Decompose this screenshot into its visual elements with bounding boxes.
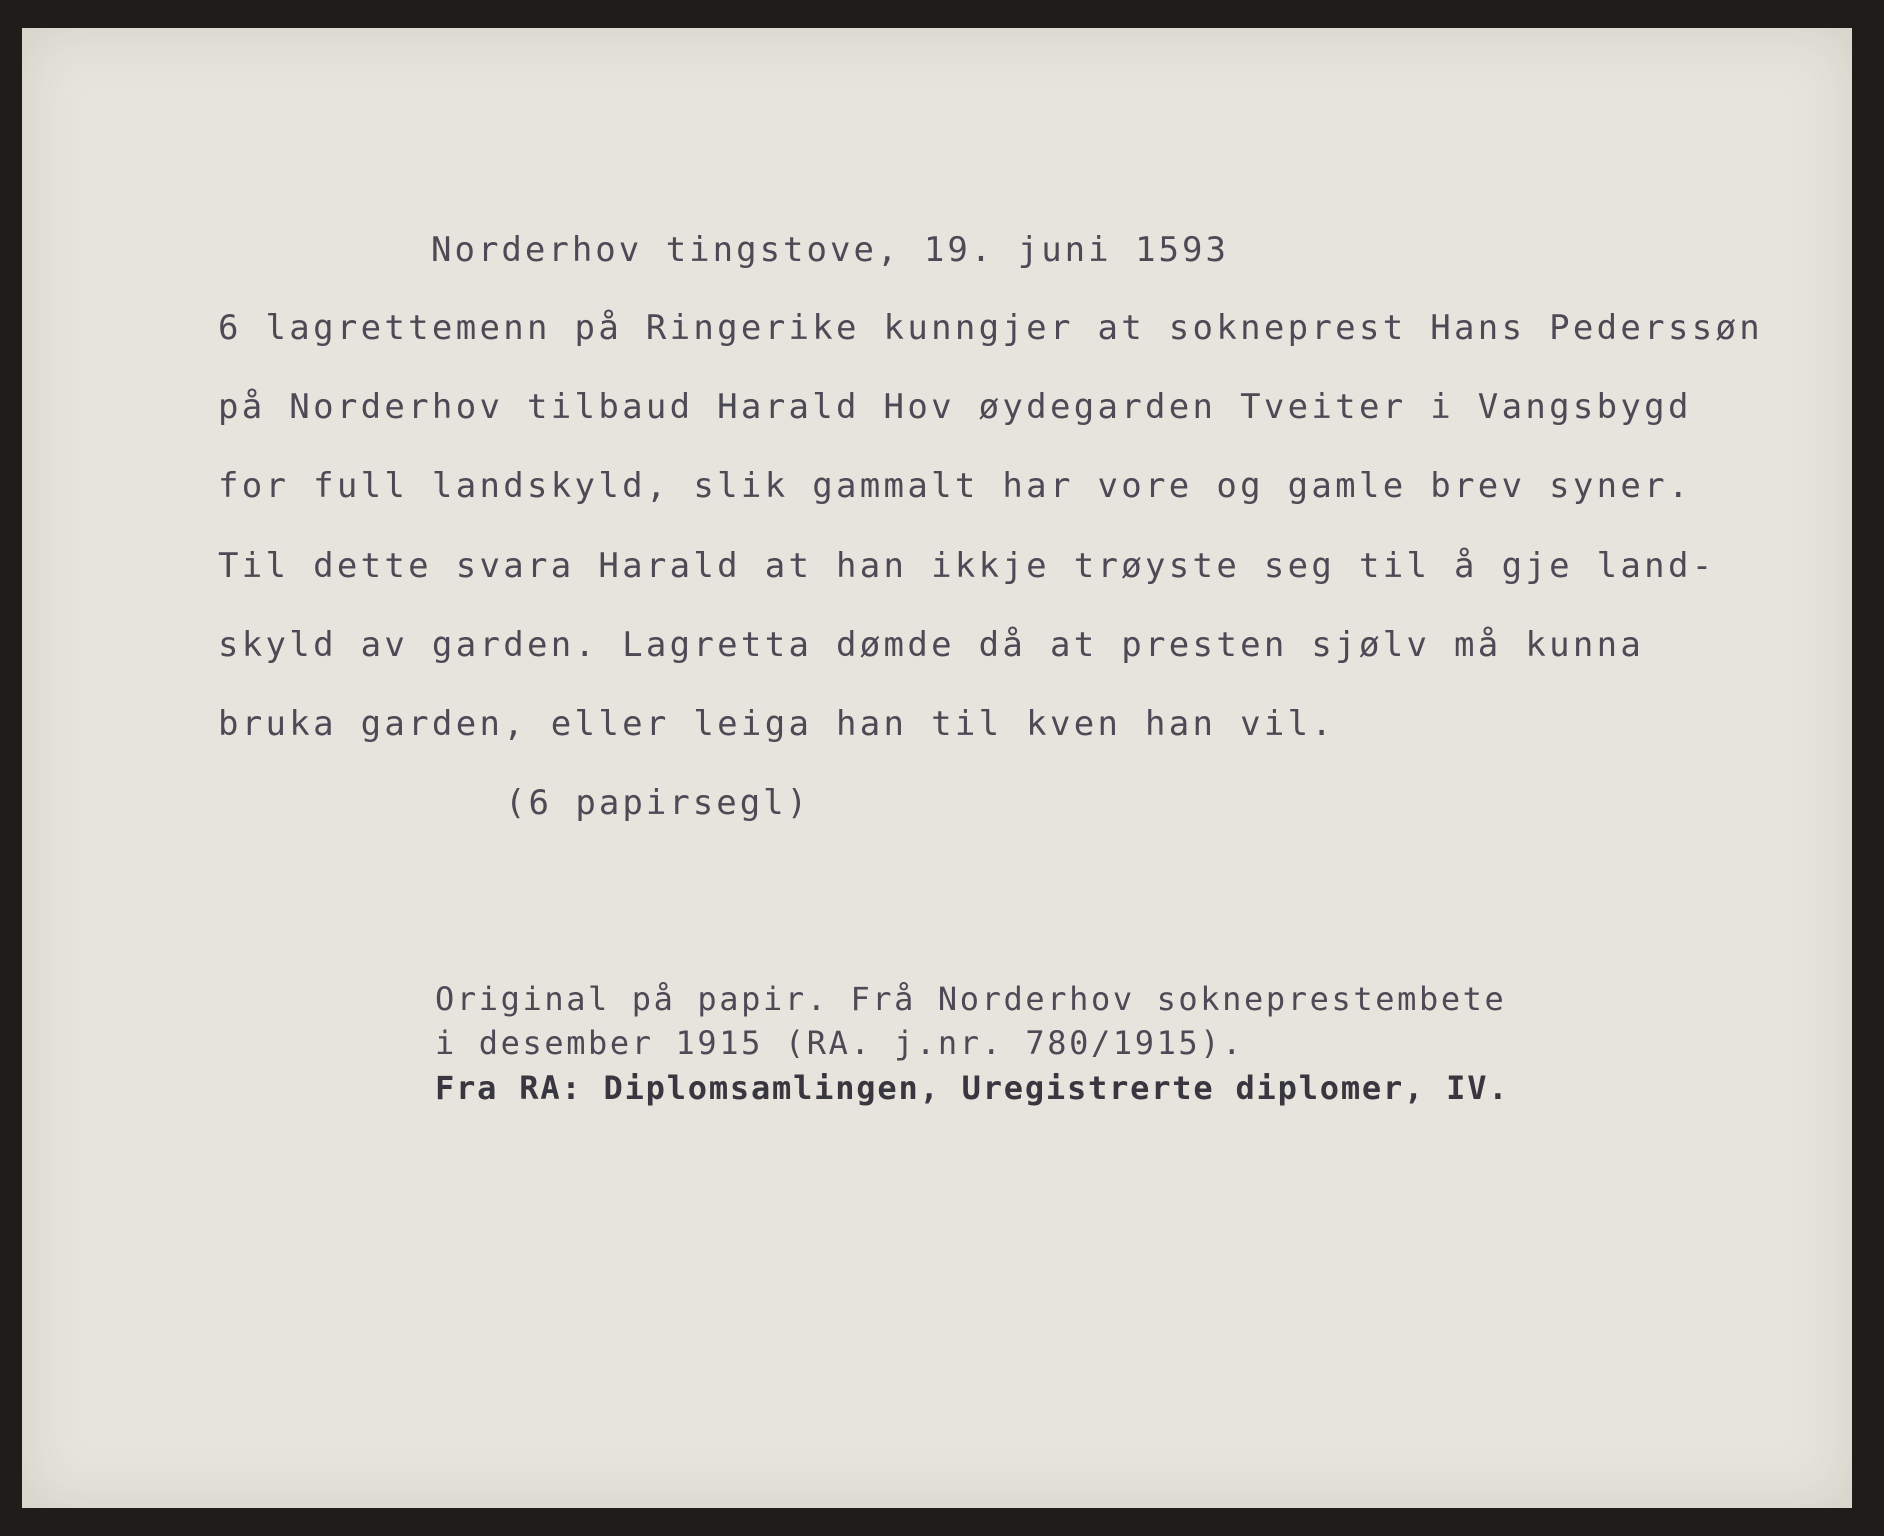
seal-note: (6 papirsegl)	[505, 783, 811, 823]
body-line-6: bruka garden, eller leiga han til kven han vil.	[218, 704, 1336, 744]
body-line-4: Til dette svara Harald at han ikkje trøyste seg til å gje land-	[218, 546, 1716, 586]
body-line-3: for full landskyld, slik gammalt har vore og gamle brev syner.	[218, 466, 1692, 506]
source-line-1: Original på papir. Frå Norderhov sokneprestembete	[435, 980, 1507, 1018]
body-line-5: skyld av garden. Lagretta dømde då at presten sjølv må kunna	[218, 625, 1645, 665]
source-line-2: i desember 1915 (RA. j.nr. 780/1915).	[435, 1024, 1245, 1062]
document-heading: Norderhov tingstove, 19. juni 1593	[431, 230, 1229, 270]
body-line-2: på Norderhov tilbaud Harald Hov øydegarden Tveiter i Vangsbygd	[218, 387, 1692, 427]
source-line-3: Fra RA: Diplomsamlingen, Uregistrerte diplomer, IV.	[435, 1069, 1510, 1107]
document-sheet	[22, 28, 1852, 1508]
body-line-1: 6 lagrettemenn på Ringerike kunngjer at sokneprest Hans Pederssøn	[218, 308, 1764, 348]
